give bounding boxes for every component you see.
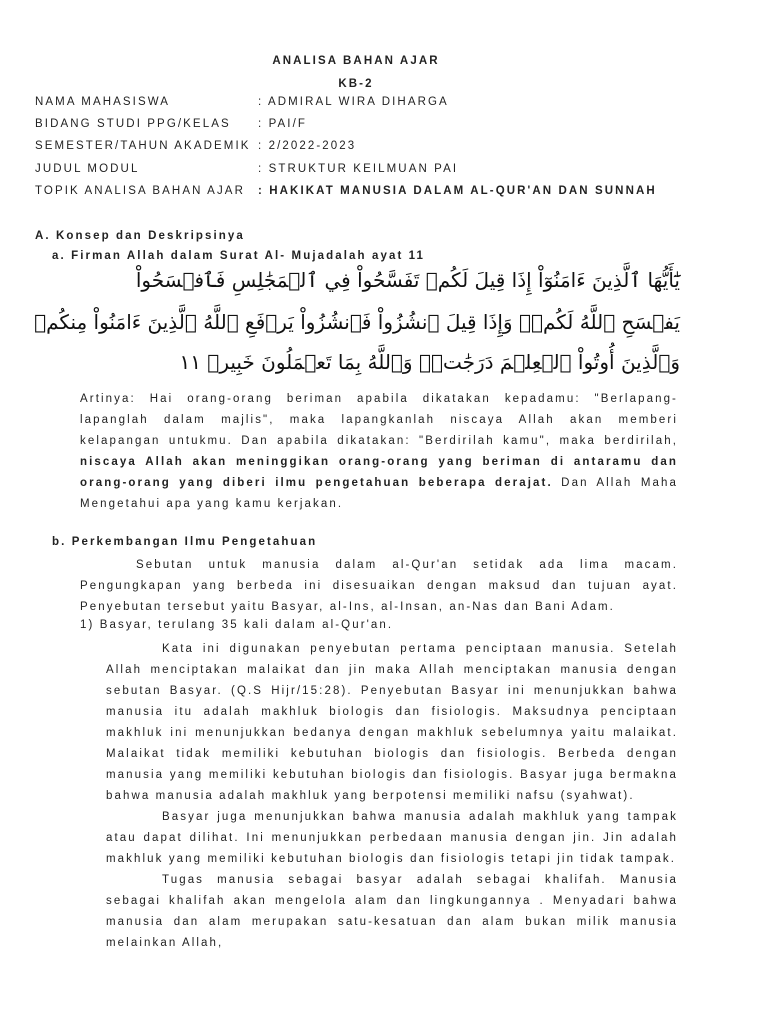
intro-text: Sebutan untuk manusia dalam al-Qur'an setidak ada lima macam. Pengungkapan yang berbeda ini disesuaikan dengan maksud dan tujuan ayat. Penyebutan tersebut yaitu Basyar, al-Ins, al-Insan, an-Nas dan Bani Adam. [80,559,678,613]
arabic-verse-line-1: يَٰٓأَيُّهَا ٱلَّذِينَ ءَامَنُوٓاْ إِذَا قِيلَ لَكُمۡ تَفَسَّحُواْ فِي ٱلۡمَجَٰلِسِ فَٱفۡسَحُواْ [135,268,680,292]
identity-label-field: BIDANG STUDI PPG/KELAS [35,118,231,130]
identity-value-topic: : HAKIKAT MANUSIA DALAM AL-QUR'AN DAN SUNNAH [258,185,657,197]
identity-label-module: JUDUL MODUL [35,163,140,175]
basyar-paragraph-2 [106,807,678,870]
basyar-paragraph-3 [106,870,678,954]
list-item-basyar: 1) Basyar, terulang 35 kali dalam al-Qur'an. [80,619,394,631]
translation-text-end: Dan Allah Maha Mengetahui apa yang kamu kerjakan. [80,477,678,510]
identity-label-semester: SEMESTER/TAHUN AKADEMIK [35,140,251,152]
translation-paragraph [80,389,678,515]
basyar-text-1: Kata ini digunakan penyebutan pertama penciptaan manusia. Setelah Allah menciptakan malaikat dan jin maka Allah menciptakan manusia dengan sebutan Basyar. (Q.S Hijr/15:28). Penyebutan Basyar ini menunjukkan bahwa manusia itu adalah makhluk biologis dan fisiologis. Maksudnya penciptaan makhluk ini menunjukkan bedanya dengan makhluk sebelumnya yaitu malaikat. Malaikat tidak memiliki kebutuhan biologis dan fisiologis. Berbeda dengan manusia yang memiliki kebutuhan biologis dan fisiologis. Basyar juga bermakna bahwa manusia adalah makhluk yang berpotensi memiliki nafsu (syahwat). [106,643,678,802]
section-a-subheading: a. Firman Allah dalam Surat Al- Mujadalah ayat 11 [52,250,426,262]
identity-value-field: : PAI/F [258,118,307,130]
identity-label-topic: TOPIK ANALISA BAHAN AJAR [35,185,245,197]
section-a-heading: A. Konsep dan Deskripsinya [35,230,245,242]
translation-text-start: Artinya: Hai orang-orang beriman apabila dikatakan kepadamu: "Berlapang-lapanglah dalam majlis", maka lapangkanlah niscaya Allah akan memberi kelapangan untukmu. Dan apabila dikatakan: "Berdirilah kamu", maka berdirilah, [80,393,678,447]
identity-value-semester: : 2/2022-2023 [258,140,357,152]
section-b-heading: b. Perkembangan Ilmu Pengetahuan [52,536,318,548]
document-title: ANALISA BAHAN AJAR [272,55,440,67]
intro-paragraph [80,555,678,618]
arabic-verse-line-3: وَٱلَّذِينَ أُوتُواْ ٱلۡعِلۡمَ دَرَجَٰتٖۚ وَٱللَّهُ بِمَا تَعۡمَلُونَ خَبِيرٞ ١١ [179,350,680,374]
translation-text-emphasis: niscaya Allah akan meninggikan orang-orang yang beriman di antaramu dan orang-orang yang diberi ilmu pengetahuan beberapa derajat. [80,456,678,489]
arabic-verse-line-2: يَفۡسَحِ ٱللَّهُ لَكُمۡۖ وَإِذَا قِيلَ ٱنشُزُواْ فَٱنشُزُواْ يَرۡفَعِ ٱللَّهُ ٱلَّذِينَ ءَامَنُواْ مِنكُمۡ [34,310,680,334]
document-subtitle: KB-2 [338,78,374,90]
basyar-text-3: Tugas manusia sebagai basyar adalah sebagai khalifah. Manusia sebagai khalifah akan mengelola alam dan lingkungannya . Menyadari bahwa manusia dan alam merupakan satu-kesatuan dan alam bukan milik manusia melainkan Allah, [106,874,678,949]
basyar-paragraph-1 [106,639,678,807]
identity-label-name: NAMA MAHASISWA [35,96,171,108]
basyar-text-2: Basyar juga menunjukkan bahwa manusia adalah makhluk yang tampak atau dapat dilihat. Ini menunjukkan perbedaan manusia dengan jin. Jin adalah makhluk yang memiliki kebutuhan biologis dan fisiologis tetapi jin tidak tampak. [106,811,678,865]
identity-value-name: : ADMIRAL WIRA DIHARGA [258,96,449,108]
identity-value-module: : STRUKTUR KEILMUAN PAI [258,163,459,175]
